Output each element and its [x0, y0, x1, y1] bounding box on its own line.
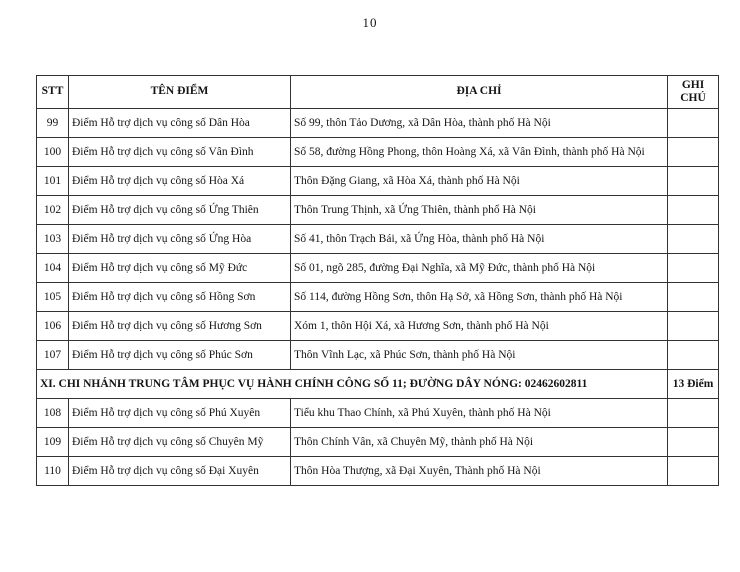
point-note: [668, 283, 719, 312]
point-name: Điểm Hỗ trợ dịch vụ công số Phúc Sơn: [69, 341, 291, 370]
point-name: Điểm Hỗ trợ dịch vụ công số Hồng Sơn: [69, 283, 291, 312]
point-note: [668, 109, 719, 138]
table-row: [37, 399, 719, 428]
point-address: Thôn Trung Thịnh, xã Ứng Thiên, thành phố Hà Nội: [291, 196, 668, 225]
point-note: [668, 196, 719, 225]
table-row: [37, 196, 719, 225]
point-name: Điểm Hỗ trợ dịch vụ công số Đại Xuyên: [69, 457, 291, 486]
point-note: [668, 341, 719, 370]
point-address: Số 41, thôn Trạch Bái, xã Ứng Hòa, thành phố Hà Nội: [291, 225, 668, 254]
point-name: Điểm Hỗ trợ dịch vụ công số Mỹ Đức: [69, 254, 291, 283]
header-dia-chi: ĐỊA CHỈ: [291, 76, 668, 109]
point-address: Số 114, đường Hồng Sơn, thôn Hạ Sở, xã Hồng Sơn, thành phố Hà Nội: [291, 283, 668, 312]
point-note: [668, 138, 719, 167]
point-address: Thôn Chính Vân, xã Chuyên Mỹ, thành phố Hà Nội: [291, 428, 668, 457]
point-address: Tiểu khu Thao Chính, xã Phú Xuyên, thành phố Hà Nội: [291, 399, 668, 428]
point-address: Xóm 1, thôn Hội Xá, xã Hương Sơn, thành phố Hà Nội: [291, 312, 668, 341]
stt-value: 105: [37, 283, 69, 312]
page-number: 10: [362, 15, 378, 30]
table-row: [37, 341, 719, 370]
table-row: [37, 138, 719, 167]
section-note: 13 Điểm: [668, 370, 719, 399]
stt-value: 108: [37, 399, 69, 428]
point-name: Điểm Hỗ trợ dịch vụ công số Dân Hòa: [69, 109, 291, 138]
point-note: [668, 428, 719, 457]
point-address: Thôn Đặng Giang, xã Hòa Xá, thành phố Hà Nội: [291, 167, 668, 196]
stt-value: 103: [37, 225, 69, 254]
point-address: Thôn Hòa Thượng, xã Đại Xuyên, Thành phố Hà Nội: [291, 457, 668, 486]
point-name: Điểm Hỗ trợ dịch vụ công số Chuyên Mỹ: [69, 428, 291, 457]
table-row: [37, 457, 719, 486]
point-name: Điểm Hỗ trợ dịch vụ công số Vân Đình: [69, 138, 291, 167]
stt-value: 100: [37, 138, 69, 167]
point-note: [668, 167, 719, 196]
table-row: [37, 225, 719, 254]
section-row: [37, 370, 719, 399]
point-name: Điểm Hỗ trợ dịch vụ công số Hòa Xá: [69, 167, 291, 196]
stt-value: 102: [37, 196, 69, 225]
stt-value: 106: [37, 312, 69, 341]
point-address: Số 01, ngõ 285, đường Đại Nghĩa, xã Mỹ Đức, thành phố Hà Nội: [291, 254, 668, 283]
point-note: [668, 312, 719, 341]
point-name: Điểm Hỗ trợ dịch vụ công số Ứng Thiên: [69, 196, 291, 225]
table-row: [37, 167, 719, 196]
stt-value: 99: [37, 109, 69, 138]
point-address: Số 99, thôn Tảo Dương, xã Dân Hòa, thành phố Hà Nội: [291, 109, 668, 138]
point-name: Điểm Hỗ trợ dịch vụ công số Phú Xuyên: [69, 399, 291, 428]
point-note: [668, 254, 719, 283]
header-row: [37, 76, 719, 109]
point-address: Số 58, đường Hồng Phong, thôn Hoàng Xá, xã Vân Đình, thành phố Hà Nội: [291, 138, 668, 167]
stt-value: 107: [37, 341, 69, 370]
table-header: [37, 76, 719, 109]
header-ten-diem: TÊN ĐIỂM: [69, 76, 291, 109]
section-title: XI. CHI NHÁNH TRUNG TÂM PHỤC VỤ HÀNH CHÍNH CÔNG SỐ 11; ĐƯỜNG DÂY NÓNG: 02462602811: [37, 370, 668, 399]
table-row: [37, 109, 719, 138]
table-body: [37, 109, 719, 486]
header-ghi-chu: GHI CHÚ: [668, 76, 719, 109]
service-points-table: [36, 75, 719, 486]
stt-value: 101: [37, 167, 69, 196]
point-name: Điểm Hỗ trợ dịch vụ công số Ứng Hòa: [69, 225, 291, 254]
stt-value: 110: [37, 457, 69, 486]
point-address: Thôn Vĩnh Lạc, xã Phúc Sơn, thành phố Hà Nội: [291, 341, 668, 370]
stt-value: 109: [37, 428, 69, 457]
table-row: [37, 283, 719, 312]
table-row: [37, 428, 719, 457]
table-row: [37, 254, 719, 283]
stt-value: 104: [37, 254, 69, 283]
point-note: [668, 399, 719, 428]
point-name: Điểm Hỗ trợ dịch vụ công số Hương Sơn: [69, 312, 291, 341]
point-note: [668, 225, 719, 254]
header-stt: STT: [37, 76, 69, 109]
table-row: [37, 312, 719, 341]
point-note: [668, 457, 719, 486]
